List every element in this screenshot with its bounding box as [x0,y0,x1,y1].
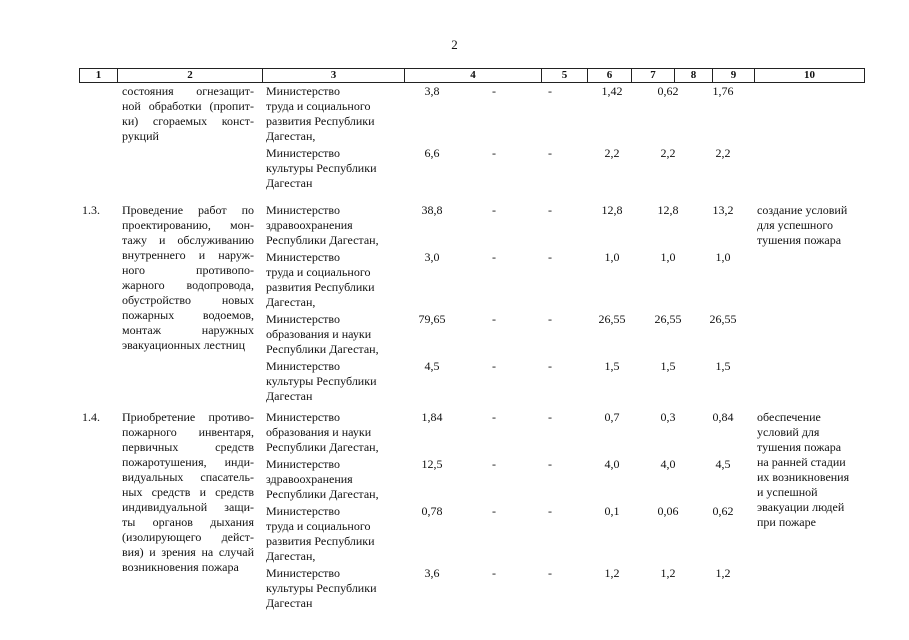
value-col-9: 1,76 [712,84,734,98]
measure-name-line: обустройство новых [122,293,254,307]
value-col-5: - [492,146,496,160]
ministry-line: Дагестан, [266,295,316,309]
ministry-line: Дагестан [266,389,313,403]
value-col-4: 38,8 [421,203,443,217]
header-col-8: 8 [675,69,713,82]
ministry-line: Министерство [266,359,340,373]
ministry-line: Дагестан, [266,129,316,143]
value-col-4: 4,5 [424,359,440,373]
measure-name-line: пожаротушения, инди- [122,455,254,469]
ministry-line: культуры Республики [266,161,377,175]
value-col-7: 1,0 [604,250,620,264]
ministry-line: развития Республики [266,534,375,548]
row-number: 1.3. [82,203,100,217]
header-col-3: 3 [263,69,405,82]
ministry-line: культуры Республики [266,581,377,595]
ministry-line: образования и науки [266,425,372,439]
ministry-line: Республики Дагестан, [266,487,379,501]
value-col-6: - [548,312,552,326]
value-col-9: 2,2 [715,146,731,160]
ministry-line: Республики Дагестан, [266,342,379,356]
value-col-8: 4,0 [660,457,676,471]
header-col-10: 10 [804,69,815,81]
measure-name-line: рукций [122,129,159,143]
result-line: на ранней стадии [757,455,846,469]
measure-name-line: первичных средств [122,440,254,454]
measure-name-line: эвакуационных лестниц [122,338,246,352]
value-col-7: 1,2 [604,566,620,580]
value-col-4: 0,78 [421,504,443,518]
header-col-1: 1 [80,69,118,82]
result-line: создание условий [757,203,848,217]
measure-name-line: монтаж наружных [122,323,254,337]
value-col-6: - [548,566,552,580]
ministry-line: образования и науки [266,327,372,341]
ministry-line: Министерство [266,250,340,264]
value-col-4: 3,0 [424,250,440,264]
ministry-line: Дагестан, [266,549,316,563]
result-line: обеспечение [757,410,821,424]
value-col-5: - [492,457,496,471]
value-col-6: - [548,359,552,373]
ministry-line: труда и социального [266,99,371,113]
value-col-9: 1,2 [715,566,731,580]
value-col-4: 6,6 [424,146,440,160]
result-line: при пожаре [757,515,816,529]
value-col-6: - [548,250,552,264]
ministry-line: Министерство [266,504,340,518]
value-col-9: 1,5 [715,359,731,373]
ministry-line: Республики Дагестан, [266,233,379,247]
measure-name-line: возникновения пожара [122,560,239,574]
measure-name-line: внутреннего и наруж- [122,248,254,262]
ministry-line: культуры Республики [266,374,377,388]
header-col-5: 5 [542,69,588,82]
measure-name-line: тажу и обслуживанию [122,233,254,247]
value-col-8: 12,8 [657,203,679,217]
value-col-6: - [548,203,552,217]
value-col-4: 3,6 [424,566,440,580]
value-col-6: - [548,410,552,424]
value-col-7: 1,42 [601,84,623,98]
measure-name-line: индивидуальной защи- [122,500,254,514]
value-col-8: 2,2 [660,146,676,160]
value-col-9: 13,2 [712,203,734,217]
value-col-7: 0,7 [604,410,620,424]
value-col-5: - [492,359,496,373]
header-col-9: 9 [713,69,755,82]
value-col-9: 0,62 [712,504,734,518]
result-line: тушения пожара [757,440,842,454]
measure-name-line: (изолирующего дейст- [122,530,254,544]
value-col-5: - [492,410,496,424]
measure-name-line: проектированию, мон- [122,218,254,232]
ministry-line: Министерство [266,566,340,580]
ministry-line: Министерство [266,84,340,98]
value-col-4: 1,84 [421,410,443,424]
value-col-9: 1,0 [715,250,731,264]
value-col-5: - [492,203,496,217]
ministry-line: труда и социального [266,519,371,533]
result-line: эвакуации людей [757,500,845,514]
value-col-7: 4,0 [604,457,620,471]
value-col-6: - [548,457,552,471]
value-col-6: - [548,504,552,518]
value-col-5: - [492,250,496,264]
value-col-8: 0,06 [657,504,679,518]
value-col-6: - [548,84,552,98]
ministry-line: Дагестан [266,176,313,190]
ministry-line: развития Республики [266,280,375,294]
ministry-line: Дагестан [266,596,313,610]
ministry-line: здравоохранения [266,218,353,232]
value-col-7: 26,55 [598,312,626,326]
header-col-6: 6 [588,69,632,82]
value-col-7: 12,8 [601,203,623,217]
value-col-5: - [492,504,496,518]
ministry-line: труда и социального [266,265,371,279]
measure-name-line: ты органов дыхания [122,515,254,529]
measure-name-line: Приобретение противо- [122,410,254,424]
result-line: и успешной [757,485,818,499]
value-col-8: 0,62 [657,84,679,98]
header-col-4: 4 [405,69,542,82]
result-line: для успешного [757,218,833,232]
value-col-7: 0,1 [604,504,620,518]
result-line: тушения пожара [757,233,842,247]
ministry-line: Министерство [266,457,340,471]
measure-name-line: видуальных спасатель- [122,470,254,484]
header-col-7: 7 [632,69,675,82]
value-col-8: 1,5 [660,359,676,373]
value-col-7: 1,5 [604,359,620,373]
measure-name-line: ки) сгораемых конст- [122,114,254,128]
value-col-5: - [492,84,496,98]
value-col-8: 0,3 [660,410,676,424]
measure-name-line: ного противопо- [122,263,254,277]
value-col-9: 4,5 [715,457,731,471]
measure-name-line: ных средств и средств [122,485,254,499]
ministry-line: Министерство [266,203,340,217]
measure-name-line: ной обработки (пропит- [122,99,254,113]
value-col-4: 3,8 [424,84,440,98]
table-header [79,68,865,83]
value-col-4: 12,5 [421,457,443,471]
ministry-line: Министерство [266,410,340,424]
ministry-line: Министерство [266,312,340,326]
ministry-line: Республики Дагестан, [266,440,379,454]
page-number: 2 [451,37,458,52]
measure-name-line: пожарного инвентаря, [122,425,254,439]
ministry-line: здравоохранения [266,472,353,486]
value-col-4: 79,65 [418,312,446,326]
value-col-6: - [548,146,552,160]
header-col-2: 2 [118,69,263,82]
value-col-5: - [492,566,496,580]
measure-name-line: Проведение работ по [122,203,254,217]
measure-name-line: вия) и зрения на случай [122,545,254,559]
measure-name-line: жарного водопровода, [122,278,254,292]
measure-name-line: состояния огнезащит- [122,84,254,98]
value-col-5: - [492,312,496,326]
result-line: условий для [757,425,820,439]
value-col-8: 1,0 [660,250,676,264]
value-col-7: 2,2 [604,146,620,160]
measure-name-line: пожарных водоемов, [122,308,254,322]
ministry-line: развития Республики [266,114,375,128]
result-line: их возникновения [757,470,850,484]
value-col-9: 0,84 [712,410,734,424]
value-col-8: 1,2 [660,566,676,580]
row-number: 1.4. [82,410,100,424]
ministry-line: Министерство [266,146,340,160]
value-col-9: 26,55 [709,312,737,326]
value-col-8: 26,55 [654,312,682,326]
